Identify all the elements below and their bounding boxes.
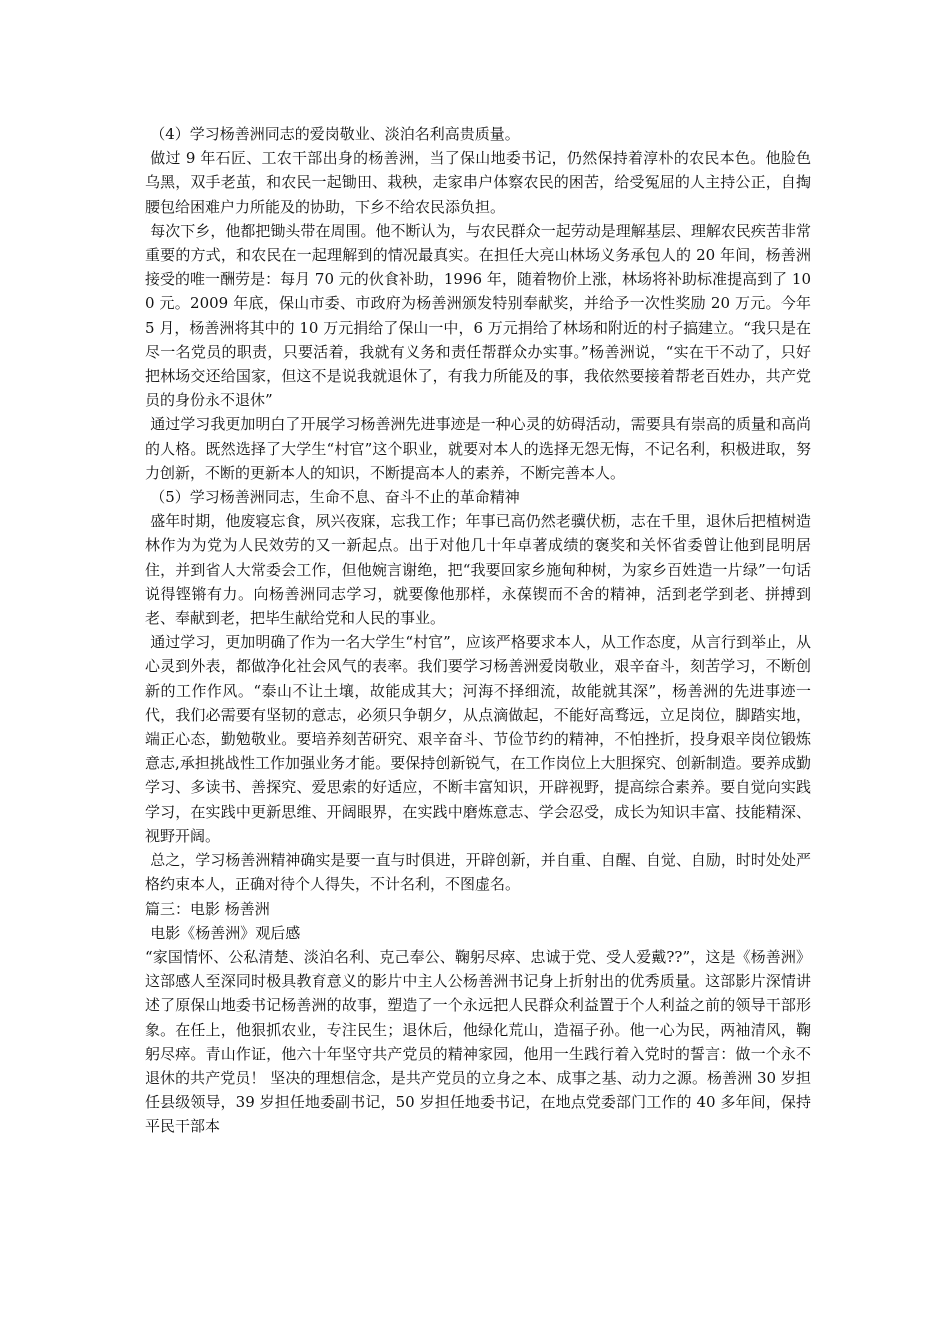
- document-page: [145, 122, 811, 1139]
- article-title: 电影《杨善洲》观后感: [150, 923, 301, 942]
- chapter-heading: 篇三：电影 杨善洲: [145, 899, 270, 918]
- body-paragraph: 每次下乡，他都把锄头带在周围。他不断认为，与农民群众一起劳动是理解基层、理解农民疾苦非常重要的方式，和农民在一起理解到的情况最真实。在担任大亮山林场义务承包人的 20 年间，杨善洲接受的唯一酬劳是：每月 70 元的伙食补助，1996 年，随着物价上涨，林场将补助标准提高到了 100 元。2009 年底，保山市委、市政府为杨善洲颁发特别奉献奖，并给予一次性奖励 20 万元。今年 5 月，杨善洲将其中的 10 万元捐给了保山一中，6 万元捐给了林场和附近的村子搞建立。“我只是在尽一名党员的职责，只要活着，我就有义务和责任帮群众办实事。”杨善洲说，“实在干不动了，只好把林场交还给国家，但这不是说我就退休了，有我力所能及的事，我依然要接着帮老百姓办，共产党员的身份永不退休”: [145, 221, 811, 410]
- body-paragraph: 盛年时期，他废寝忘食，夙兴夜寐，忘我工作；年事已高仍然老骥伏枥，志在千里，退休后把植树造林作为为党为人民效劳的又一新起点。出于对他几十年卓著成绩的褒奖和关怀省委曾让他到昆明居住，并到省人大常委会工作，但他婉言谢绝，把“我要回家乡施甸种树，为家乡百姓造一片绿”一句话说得铿锵有力。向杨善洲同志学习，就要像他那样，永葆锲而不舍的精神，活到老学到老、拼搏到老、奉献到老，把毕生献给党和人民的事业。: [145, 512, 811, 628]
- section-heading-5: （5）学习杨善洲同志，生命不息、奋斗不止的革命精神: [150, 488, 520, 507]
- body-paragraph: “家国情怀、公私清楚、淡泊名利、克己奉公、鞠躬尽瘁、忠诚于党、受人爱戴??”，这是《杨善洲》这部感人至深同时极具教育意义的影片中主人公杨善洲书记身上折射出的优秀质量。这部影片深情讲述了原保山地委书记杨善洲的故事，塑造了一个永远把人民群众利益置于个人利益之前的领导干部形象。在任上，他狠抓农业，专注民生；退休后，他绿化荒山，造福子孙。他一心为民，两袖清风，鞠躬尽瘁。青山作证，他六十年坚守共产党员的精神家园，他用一生践行着入党时的誓言：做一个永不退休的共产党员！ 坚决的理想信念，是共产党员的立身之本、成事之基、动力之源。杨善洲 30 岁担任县级领导，39 岁担任地委副书记，50 岁担任地委书记，在地点党委部门工作的 40 多年间，保持平民干部本: [145, 947, 811, 1136]
- body-paragraph: 总之，学习杨善洲精神确实是要一直与时俱进，开辟创新，并自重、自醒、自觉、自励，时时处处严格约束本人，正确对待个人得失，不计名利，不图虚名。: [145, 851, 811, 894]
- body-paragraph: 做过 9 年石匠、工农干部出身的杨善洲，当了保山地委书记，仍然保持着淳朴的农民本色。他脸色乌黑，双手老茧，和农民一起锄田、栽秧，走家串户体察农民的困苦，给受冤屈的人主持公正，自掏腰包给困难户力所能及的协助，下乡不给农民添负担。: [145, 149, 811, 216]
- body-paragraph: 通过学习我更加明白了开展学习杨善洲先进事迹是一种心灵的妨碍活动，需要具有崇高的质量和高尚的人格。既然选择了大学生“村官”这个职业，就要对本人的选择无怨无悔，不记名利，积极进取，努力创新，不断的更新本人的知识，不断提高本人的素养，不断完善本人。: [145, 415, 811, 482]
- section-heading-4: （4）学习杨善洲同志的爱岗敬业、淡泊名利高贵质量。: [150, 125, 520, 143]
- body-paragraph: 通过学习，更加明确了作为一名大学生“村官”，应该严格要求本人，从工作态度，从言行到举止，从心灵到外表，都做净化社会风气的表率。我们要学习杨善洲爱岗敬业，艰辛奋斗，刻苦学习，不断创新的工作作风。“泰山不让土壤，故能成其大；河海不择细流，故能就其深”，杨善洲的先进事迹一代，我们必需要有坚韧的意志，必须只争朝夕，从点滴做起，不能好高骛远，立足岗位，脚踏实地，端正心态，勤勉敬业。要培养刻苦研究、艰辛奋斗、节俭节约的精神，不怕挫折，投身艰辛岗位锻炼意志,承担挑战性工作加强业务才能。要保持创新锐气，在工作岗位上大胆探究、创新制造。要养成勤学习、多读书、善探究、爱思索的好适应，不断丰富知识，开辟视野，提高综合素养。要自觉向实践学习，在实践中更新思维、开阔眼界，在实践中磨炼意志、学会忍受，成长为知识丰富、技能精深、视野开阔。: [145, 633, 811, 845]
